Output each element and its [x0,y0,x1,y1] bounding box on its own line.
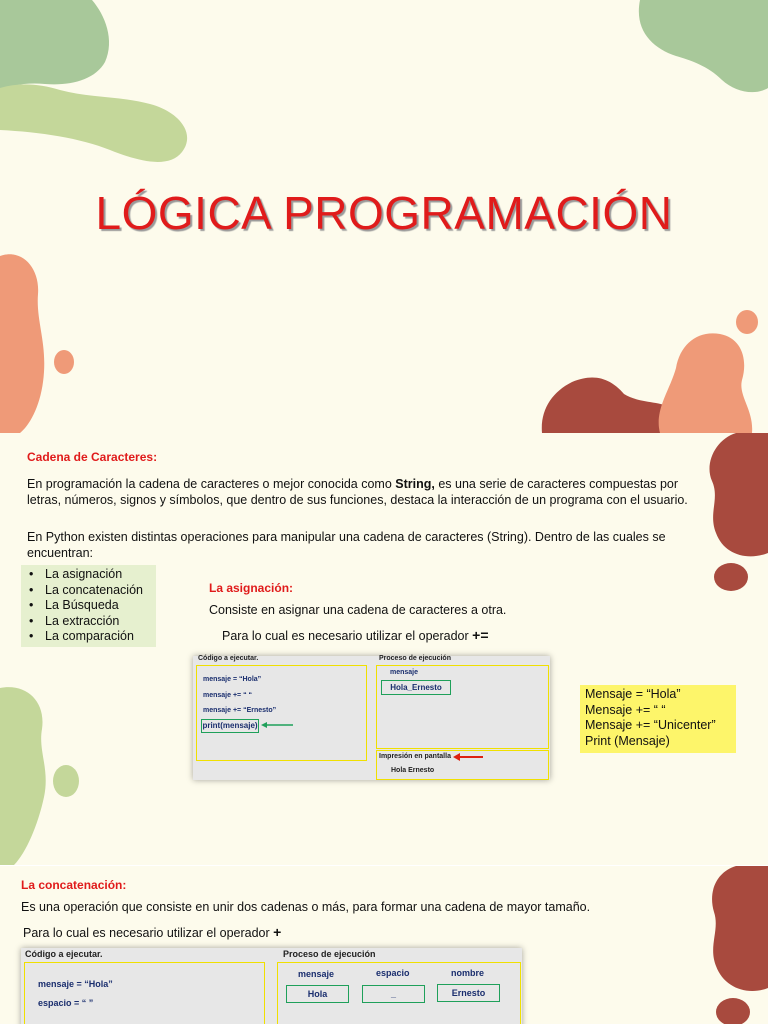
process-header: Proceso de ejecución [283,949,376,959]
salmon-blob-bottom-right [659,333,752,433]
red-arrow-icon [453,752,485,762]
lime-blob-left [0,687,46,865]
var-label: mensaje [298,969,335,979]
operations-list [21,565,156,647]
note-line: Mensaje += “ “ [585,702,666,717]
var-value-box: Hola [286,985,349,1003]
concatenation-text: Es una operación que consiste en unir dos cadenas o más, para formar una cadena de mayor tamaño. [21,900,591,914]
var-value-box: _ [362,985,425,1003]
operator-line: Para lo cual es necesario utilizar el operador += [222,627,489,643]
concatenation-diagram [21,948,522,1024]
code-line: mensaje += “Ernesto” [203,707,277,714]
note-line: Print (Mensaje) [585,733,670,748]
list-item: • La extracción [29,614,156,630]
example-note [580,685,736,753]
print-code-box: print(mensaje) [201,719,259,733]
brown-dot-right [714,563,748,591]
operator-line: Para lo cual es necesario utilizar el operador + [23,924,282,940]
slide-title: LÓGICA PROGRAMACIÓN [95,187,673,239]
green-arrow-icon [261,720,295,730]
list-item: • La Búsqueda [29,598,156,614]
note-line: Mensaje = “Hola” [585,687,681,701]
process-header: Proceso de ejecución [379,655,451,662]
salmon-dot-left [54,350,74,374]
note-line: Mensaje += “Unicenter” [585,718,716,732]
green-blob-top-left [0,0,109,90]
list-item: • La comparación [29,629,156,645]
var-label: nombre [451,968,485,978]
print-label: Impresión en pantalla [379,753,451,760]
brown-dot-right [716,998,750,1024]
content-slide-strings [0,433,768,865]
var-value-box: Hola_Ernesto [381,680,451,695]
title-slide [0,0,768,433]
section-heading: Cadena de Caracteres: [27,450,158,464]
green-dot-top-right [739,27,757,45]
concatenation-heading: La concatenación: [21,878,127,892]
asignacion-heading: La asignación: [209,581,294,595]
list-item: • La concatenación [29,583,156,599]
salmon-dot-right [736,310,758,334]
brown-blob-right [709,433,768,556]
python-paragraph: En Python existen distintas operaciones para manipular una cadena de caracteres (String). Dentro de las cuales se encuentran: [27,530,666,560]
process-panel [376,665,549,749]
code-header: Código a ejecutar. [198,655,259,662]
code-line: mensaje = “Hola” [203,676,262,683]
lime-dot-left [53,765,79,797]
lime-blob-top-left [0,84,187,162]
var-label: espacio [376,968,410,978]
print-value: Hola Ernesto [391,767,435,774]
code-header: Código a ejecutar. [25,949,103,959]
asignacion-diagram [193,656,550,780]
code-panel [24,962,265,1024]
green-blob-top-right [639,0,768,92]
content-slide-concatenation [0,866,768,1024]
var-label: mensaje [390,669,419,676]
var-value-box: Ernesto [437,984,500,1002]
salmon-blob-left [0,254,44,433]
asignacion-text: Consiste en asignar una cadena de caracteres a otra. [209,603,507,617]
brown-blob-right [712,866,768,991]
code-line: mensaje += “ “ [203,692,253,699]
intro-paragraph: En programación la cadena de caracteres o mejor conocida como String, es una serie de caracteres compuestas por letras, números, signos y símbolos, que dentro de sus funciones, destaca la interacción de un programa con el usuario. [27,477,688,507]
code-line: espacio = “ ” [38,998,94,1008]
code-line: mensaje = “Hola” [38,979,113,989]
list-item: • La asignación [29,567,156,583]
